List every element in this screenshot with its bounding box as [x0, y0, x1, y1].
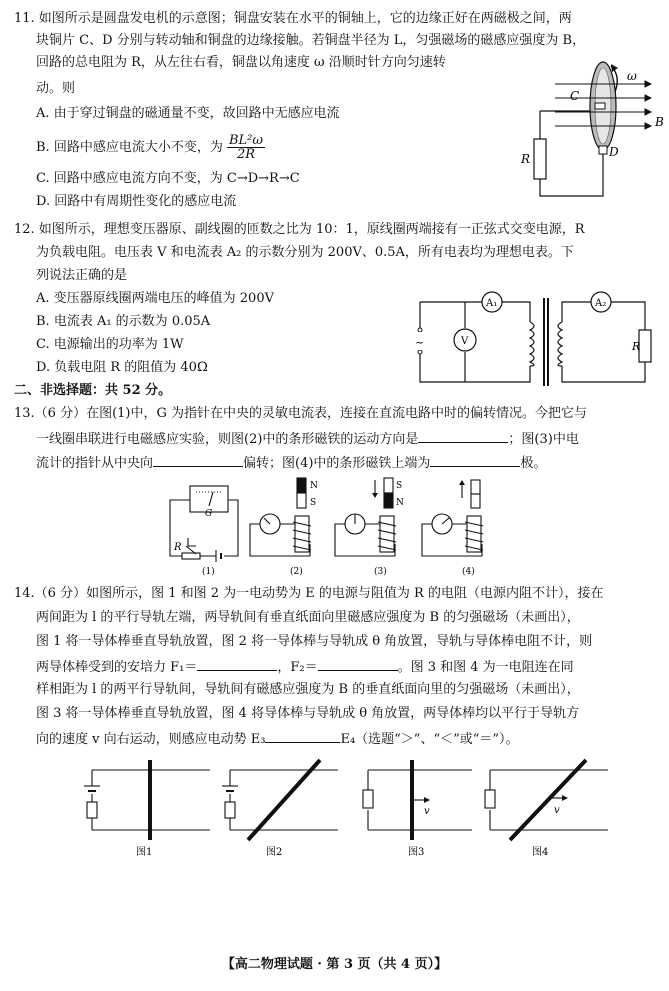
q14-line-7b: E₄（选题“＞”、“＜”或“＝”）。	[340, 732, 519, 747]
q11-line-1: 11. 如图所示是圆盘发电机的示意图；铜盘安装在水平的铜轴上，它的边缘正好在两磁极之间，两	[14, 11, 572, 26]
q14-rail-figures	[80, 758, 620, 858]
q14-line-4b: ，F₂＝	[277, 660, 318, 675]
label-n-2: N	[310, 481, 318, 491]
label-g: G	[205, 509, 213, 519]
caption-4: (4)	[462, 567, 475, 577]
q13-line-3b: 偏转；图(4)中的条形磁铁上端为	[243, 456, 431, 471]
q14-line-4c: 。图 3 和图 4 为一电阻连在同	[397, 660, 574, 675]
label-omega: ω	[627, 69, 637, 83]
q12-option-a: A. 变压器原线圈两端电压的峰值为 200V	[36, 291, 274, 306]
caption-1: (1)	[202, 567, 215, 577]
section-2-heading: 二、非选择题：共 52 分。	[14, 383, 172, 398]
label-d: D	[609, 145, 619, 159]
caption-3: 图3	[408, 847, 425, 858]
q14-line-1: 14.（6 分）如图所示，图 1 和图 2 为一电动势为 E 的电源与阻值为 R 的电阻（电源内阻不计），接在	[14, 586, 604, 601]
q14-line-2: 两间距为 l 的平行导轨左端，两导轨间有垂直纸面向里磁感应强度为 B 的匀强磁场（未画出），	[36, 610, 580, 625]
q14-blank-f1[interactable]	[197, 658, 277, 671]
label-s-2: S	[310, 498, 317, 508]
q14-line-4	[36, 658, 574, 676]
q13-fig-3	[335, 478, 396, 556]
q12-option-b: B. 电流表 A₁ 的示数为 0.05A	[36, 314, 211, 329]
q14-line-5: 样相距为 l 的两平行导轨间，导轨间有磁感应强度为 B 的垂直纸面向里的匀强磁场（未画出），	[36, 682, 580, 697]
q12-option-d: D. 负载电阻 R 的阻值为 40Ω	[36, 360, 208, 375]
q13-blank-3[interactable]	[430, 454, 520, 467]
resistor-symbol	[534, 139, 546, 179]
load-resistor	[639, 330, 651, 362]
label-n-3: N	[396, 498, 404, 508]
q13-blank-1[interactable]	[418, 430, 508, 443]
fraction-denominator: 2R	[236, 147, 255, 162]
q11-option-b-fraction	[227, 134, 265, 161]
q13-galvanometer-figures	[160, 476, 520, 576]
label-b: B	[655, 115, 664, 129]
q14-fig-1	[84, 760, 210, 840]
label-r: R	[632, 340, 641, 353]
label-v: V	[461, 336, 469, 347]
q14-blank-e[interactable]	[265, 730, 340, 743]
label-r: R	[174, 542, 182, 553]
q13-line-3c: 极。	[520, 456, 547, 471]
q12-transformer-figure	[410, 290, 660, 390]
page-footer: 【高二物理试题 · 第 3 页（共 4 页）】	[221, 957, 448, 972]
q14-line-6: 图 3 将一导体棒垂直导轨放置，图 4 将导体棒与导轨成 θ 角放置，两导体棒均以平行于导轨方	[36, 706, 580, 721]
caption-3: (3)	[374, 567, 387, 577]
q11-option-c: C. 回路中感应电流方向不变，为 C→D→R→C	[36, 171, 300, 186]
q14-fig-3	[363, 760, 472, 840]
q14-line-7	[36, 730, 519, 748]
q13-line-1: 13.（6 分）在图(1)中，G 为指针在中央的灵敏电流表，连接在直流电路中时的偏转情况。今把它与	[14, 406, 588, 421]
q14-line-3: 图 1 将一导体棒垂直导轨放置，图 2 将一导体棒与导轨成 θ 角放置，导轨与导体棒电阻不计，则	[36, 634, 593, 649]
q13-blank-2[interactable]	[153, 454, 243, 467]
q12-line-1: 12. 如图所示，理想变压器原、副线圈的匝数之比为 10：1，原线圈两端接有一正弦式交变电源，R	[14, 222, 585, 237]
q14-line-4a: 两导体棒受到的安培力 F₁＝	[36, 660, 198, 675]
label-r: R	[521, 152, 531, 166]
ac-source-symbol: ~	[415, 336, 425, 349]
q11-option-b-text: B. 回路中感应电流大小不变，为	[36, 140, 223, 155]
caption-4: 图4	[532, 847, 549, 858]
caption-2: (2)	[290, 567, 303, 577]
q11-line-2: 块铜片 C、D 分别与转动轴和铜盘的边缘接触。若铜盘半径为 L，匀强磁场的磁感应强度为 B，	[36, 33, 586, 48]
label-v-3: v	[424, 806, 430, 817]
label-a1: A₁	[486, 298, 498, 309]
q13-fig-4	[422, 480, 483, 556]
label-s-3: S	[396, 481, 403, 491]
q11-disk-generator-figure	[515, 62, 665, 202]
caption-1: 图1	[136, 847, 153, 858]
q13-line-2b: ；图(3)中电	[508, 432, 579, 447]
q11-option-d: D. 回路中有周期性变化的感应电流	[36, 194, 237, 209]
label-c: C	[570, 89, 580, 103]
q13-line-2	[36, 430, 579, 448]
q12-line-2: 为负载电阻。电压表 V 和电流表 A₂ 的示数分别为 200V、0.5A，所有电表均为理想电表。下	[36, 245, 574, 260]
q12-option-c: C. 电源输出的功率为 1W	[36, 337, 184, 352]
q11-option-a: A. 由于穿过铜盘的磁通量不变，故回路中无感应电流	[36, 106, 340, 121]
q11-line-3: 回路的总电阻为 R，从左往右看，铜盘以角速度 ω 沿顺时针方向匀速转	[36, 55, 446, 70]
fraction-numerator: BL²ω	[228, 133, 263, 148]
q14-line-7a: 向的速度 v 向右运动，则感应电动势 E₃	[36, 732, 266, 747]
q13-line-2a: 一线圈串联进行电磁感应实验，则图(2)中的条形磁铁的运动方向是	[36, 432, 419, 447]
label-a2: A₂	[595, 298, 607, 309]
q13-fig-2	[250, 478, 311, 556]
q14-fig-4	[485, 760, 608, 840]
q12-line-3: 列说法正确的是	[36, 268, 128, 283]
q11-line-4: 动。则	[36, 81, 76, 96]
caption-2: 图2	[266, 847, 283, 858]
q11-option-b	[36, 134, 265, 162]
q13-line-3a: 流计的指针从中央向	[36, 456, 154, 471]
label-v-4: v	[554, 805, 560, 816]
q13-line-3	[36, 454, 546, 472]
q14-blank-f2[interactable]	[318, 658, 398, 671]
q14-fig-2	[222, 760, 338, 840]
